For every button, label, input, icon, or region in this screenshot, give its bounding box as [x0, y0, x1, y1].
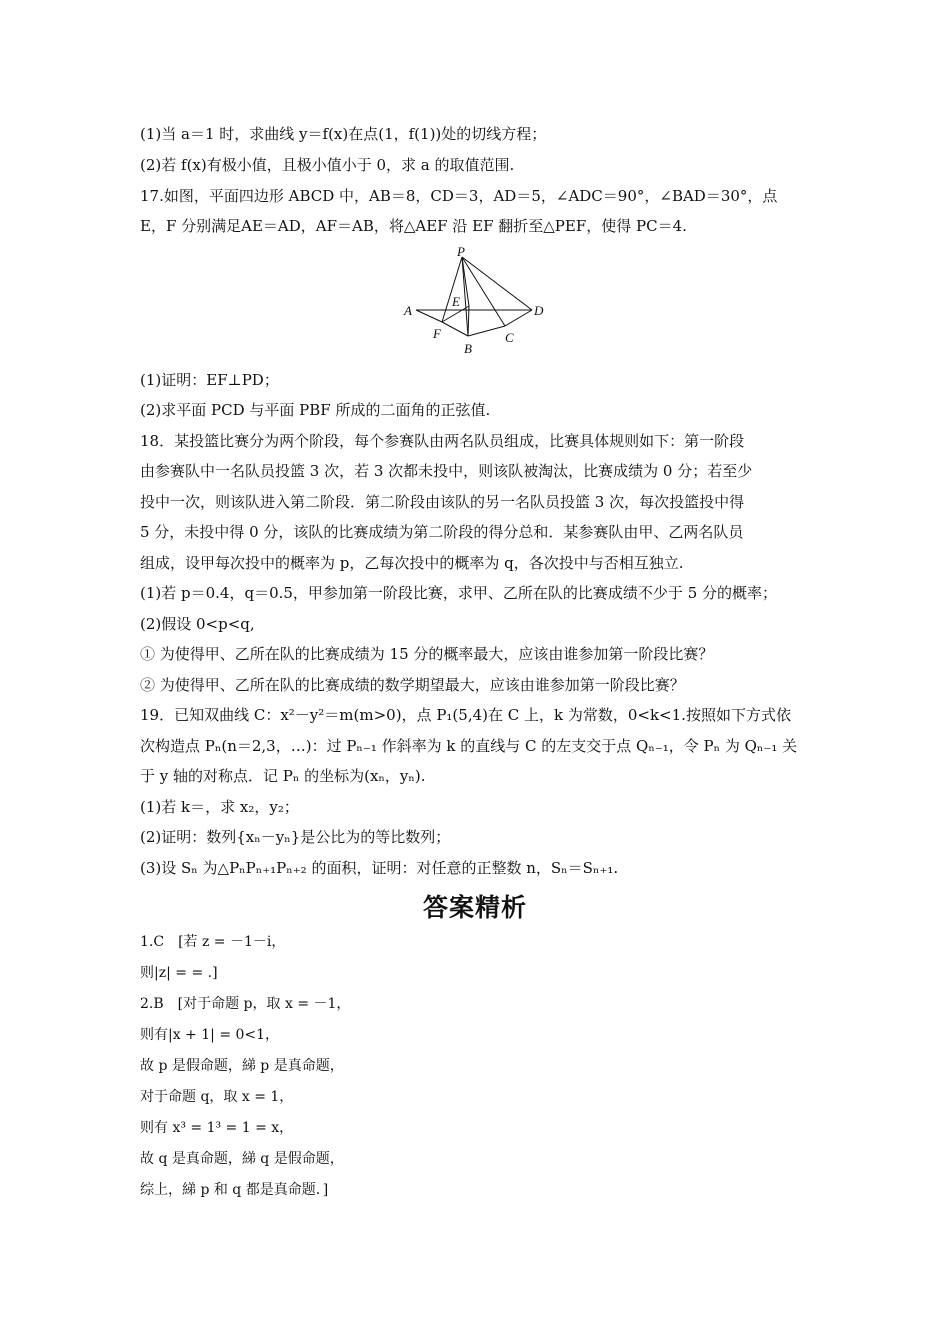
- label-P: P: [457, 245, 465, 259]
- answer2-line7: 综上，綈 p 和 q 都是真命题．]: [140, 1182, 329, 1198]
- p18-stem-line4: 5 分，未投中得 0 分，该队的比赛成绩为第二阶段的得分总和．某参赛队由甲、乙两名队员: [140, 523, 744, 541]
- edge-PD: [462, 257, 532, 310]
- p18-q2a: ① 为使得甲、乙所在队的比赛成绩为 15 分的概率最大，应该由谁参加第一阶段比赛？: [140, 645, 714, 663]
- p18-stem-line5: 组成，设甲每次投中的概率为 p，乙每次投中的概率为 q，各次投中与否相互独立.: [140, 554, 684, 572]
- p19-q1: (1)若 k＝，求 x₂，y₂；: [140, 798, 299, 816]
- label-C: C: [505, 330, 514, 345]
- answer1-line2: 则|z| = = .]: [140, 965, 218, 981]
- p18-q2: (2)假设 0<p<q,: [140, 615, 255, 633]
- answer2-line5: 则有 x³ = 1³ = 1 = x，: [140, 1120, 294, 1136]
- label-D: D: [534, 303, 544, 318]
- answer2-line6: 故 q 是真命题，綈 q 是假命题，: [140, 1151, 344, 1167]
- p17-q1: (1)证明：EF⊥PD；: [140, 371, 279, 389]
- edge-PB: [462, 257, 468, 336]
- edge-AF: [416, 310, 442, 322]
- answer2-line4: 对于命题 q，取 x = 1，: [140, 1089, 294, 1105]
- p17-q2: (2)求平面 PCD 与平面 PBF 所成的二面角的正弦值.: [140, 401, 491, 419]
- p19-q3: (3)设 Sₙ 为△PₙPₙ₊₁Pₙ₊₂ 的面积，证明：对任意的正整数 n，Sₙ＝Sₙ₊₁.: [140, 859, 619, 877]
- p18-stem-line1: 18．某投篮比赛分为两个阶段，每个参赛队由两名队员组成，比赛具体规则如下：第一阶段: [140, 432, 745, 450]
- answer2-line3: 故 p 是假命题，綈 p 是真命题，: [140, 1058, 344, 1074]
- label-B: B: [464, 341, 472, 355]
- p19-q2: (2)证明：数列{xₙ－yₙ}是公比为的等比数列；: [140, 828, 451, 846]
- label-E: E: [452, 294, 460, 309]
- answer2-line1: 2.B [对于命题 p，取 x = －1，: [140, 996, 351, 1012]
- edge-BC: [468, 326, 505, 336]
- answer1-line1: 1.C [若 z = －1－i，: [140, 934, 286, 950]
- p18-stem-line3: 投中一次，则该队进入第二阶段．第二阶段由该队的另一名队员投篮 3 次，每次投篮投中得: [140, 493, 745, 511]
- edge-CD: [505, 310, 532, 326]
- answers-title: 答案精析: [422, 893, 527, 922]
- p19-stem-line3: 于 y 轴的对称点．记 Pₙ 的坐标为(xₙ，yₙ).: [140, 767, 426, 785]
- p17-stem-line2: E，F 分别满足AE＝AD，AF＝AB，将△AEF 沿 EF 翻折至△PEF，使得 PC＝4.: [140, 217, 687, 235]
- p16-q1: (1)当 a＝1 时，求曲线 y＝f(x)在点(1，f(1))处的切线方程；: [140, 125, 547, 143]
- label-F: F: [433, 326, 441, 341]
- p18-q2b: ② 为使得甲、乙所在队的比赛成绩的数学期望最大，应该由谁参加第一阶段比赛？: [140, 676, 685, 694]
- edge-FB: [442, 322, 468, 336]
- p16-q2: (2)若 f(x)有极小值，且极小值小于 0，求 a 的取值范围.: [140, 156, 515, 174]
- p18-stem-line2: 由参赛队中一名队员投篮 3 次，若 3 次都未投中，则该队被淘汰，比赛成绩为 0 分；若至少: [140, 462, 753, 480]
- p18-q1: (1)若 p＝0.4，q＝0.5，甲参加第一阶段比赛，求甲、乙所在队的比赛成绩不少于 5 分的概率；: [140, 584, 778, 602]
- pyramid-figure: [402, 245, 552, 355]
- p17-stem-line1: 17.如图，平面四边形 ABCD 中，AB＝8，CD＝3，AD＝5，∠ADC＝90°，∠BAD＝30°，点: [140, 187, 778, 205]
- label-A: A: [404, 303, 412, 318]
- p19-stem-line2: 次构造点 Pₙ(n＝2,3，…)：过 Pₙ₋₁ 作斜率为 k 的直线与 C 的左支交于点 Qₙ₋₁，令 Pₙ 为 Qₙ₋₁ 关: [140, 737, 798, 755]
- answer2-line2: 则有|x + 1| = 0<1，: [140, 1027, 280, 1043]
- p19-stem-line1: 19．已知双曲线 C：x²－y²＝m(m>0)，点 P₁(5,4)在 C 上，k 为常数，0<k<1.按照如下方式依: [140, 706, 791, 724]
